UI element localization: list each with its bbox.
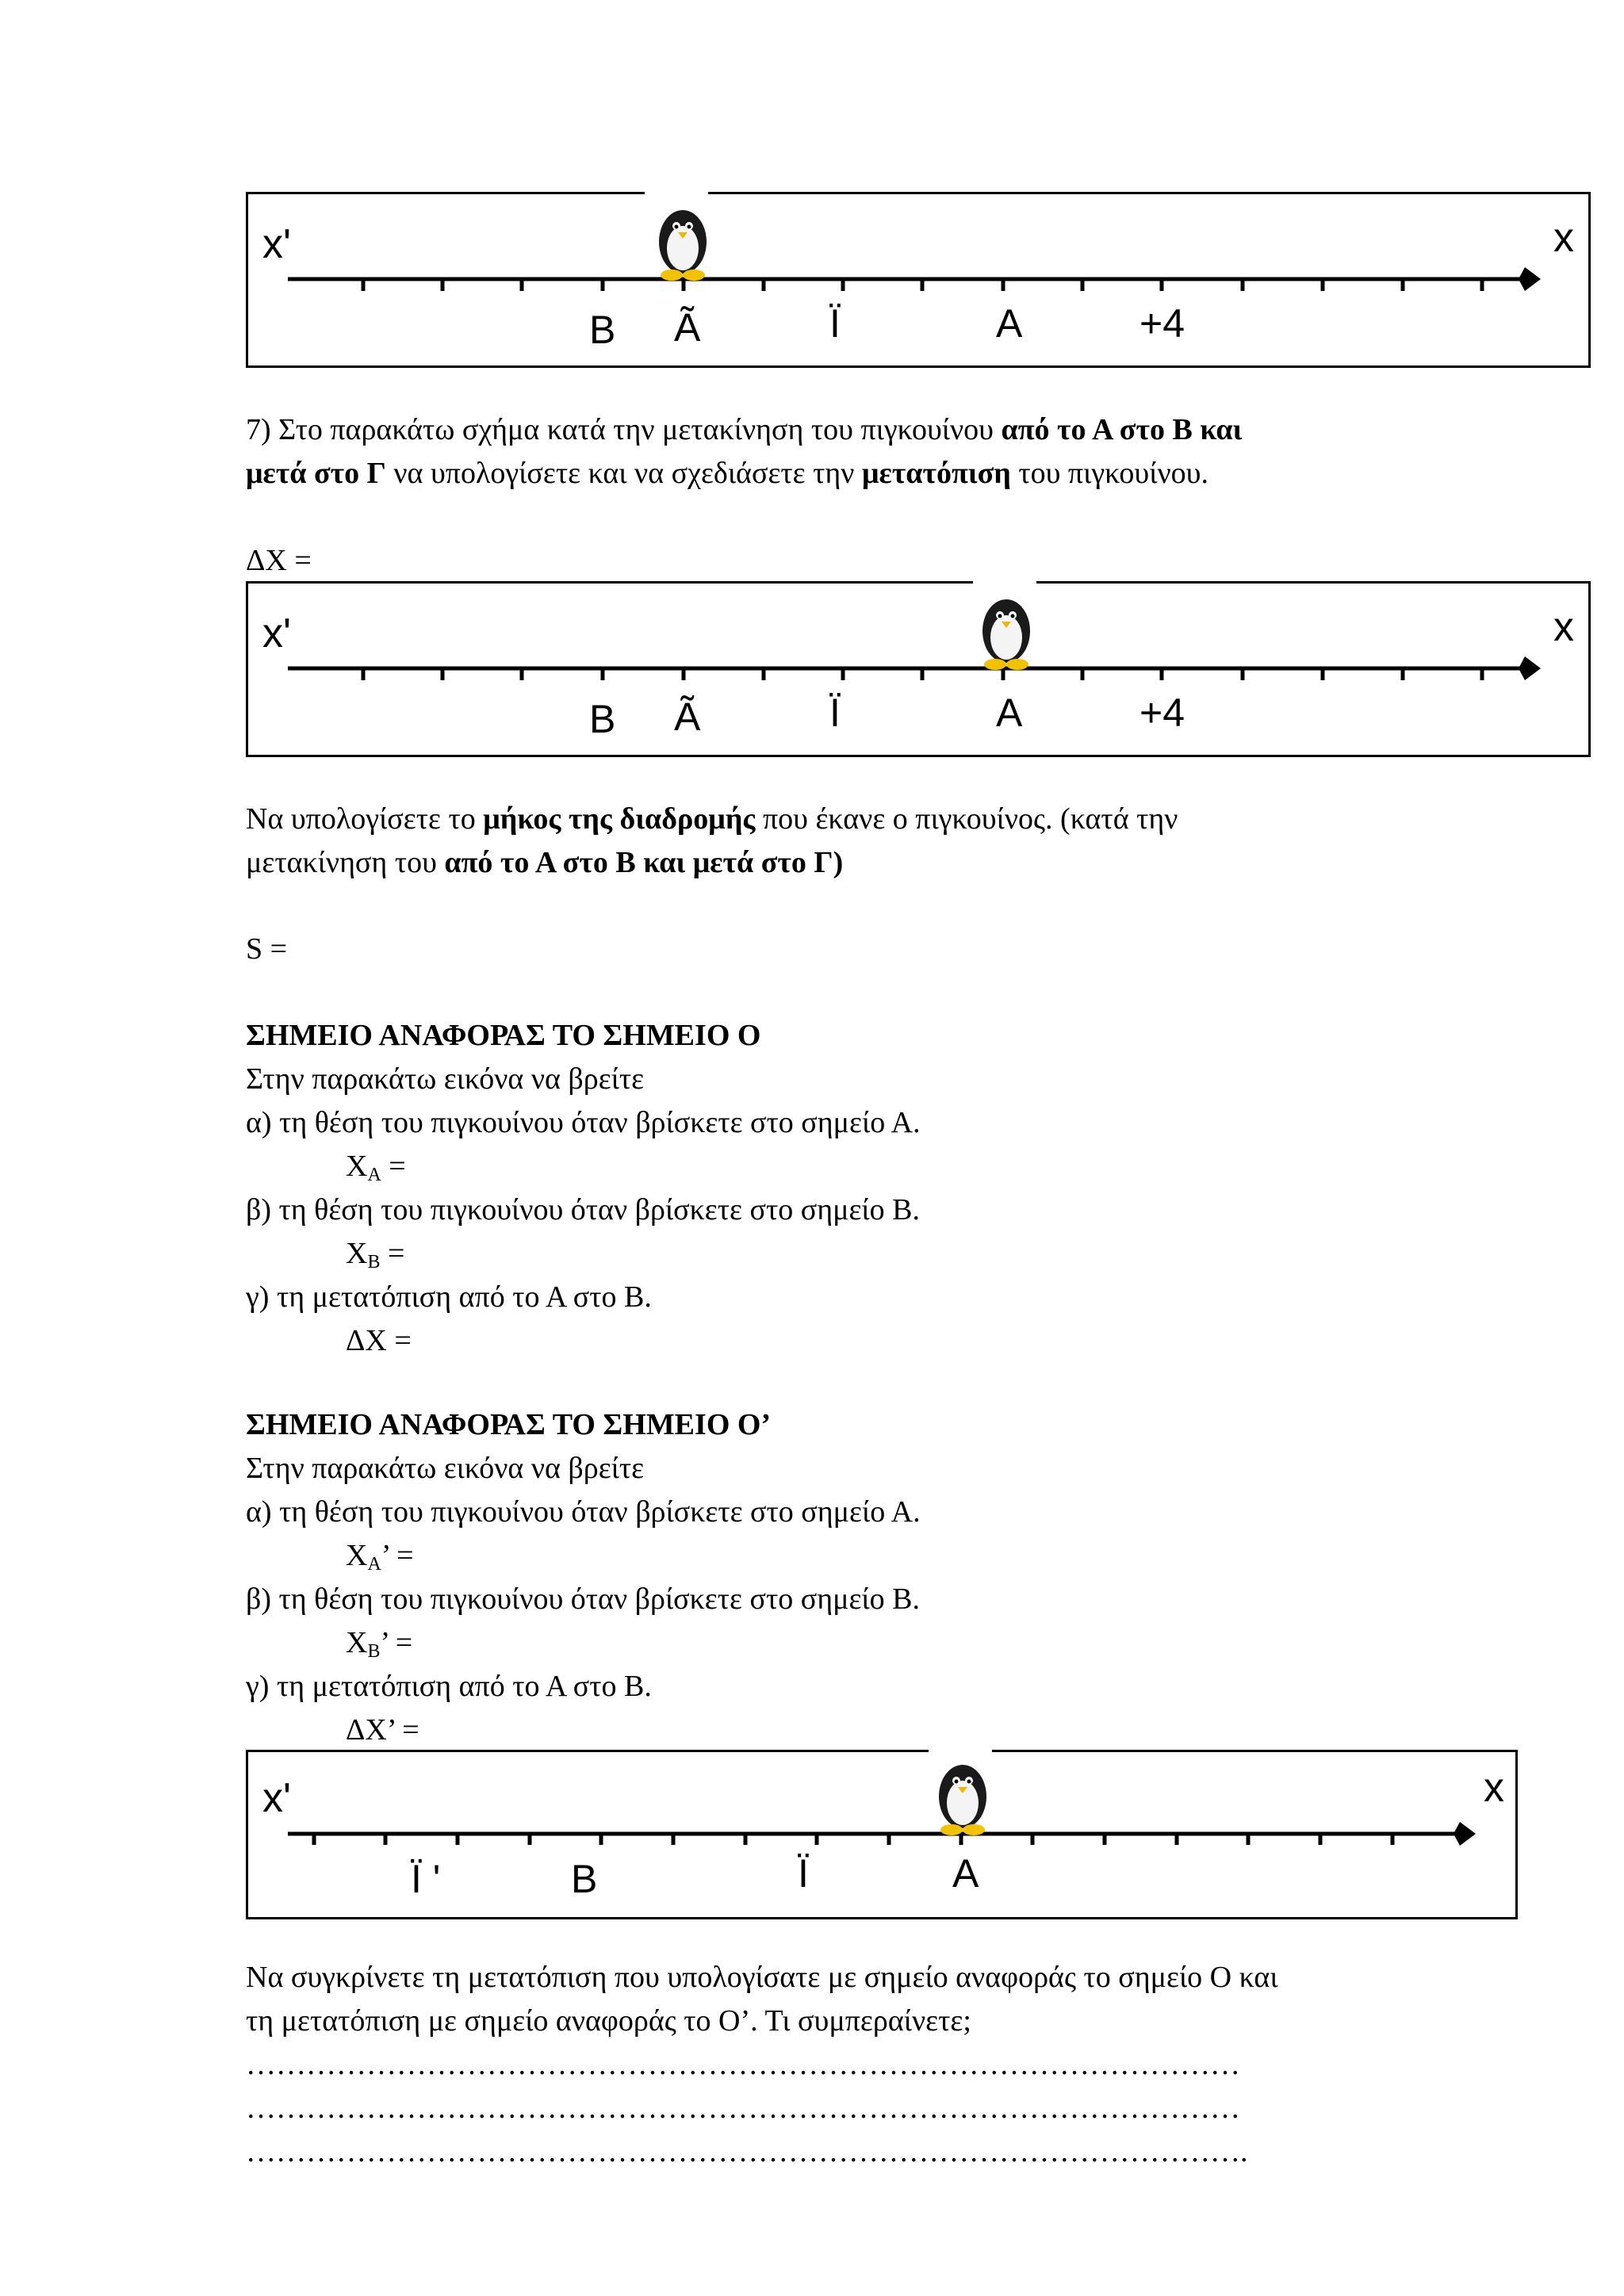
arrow-head-icon	[1454, 1822, 1476, 1846]
ref-o2-item-a: α) τη θέση του πιγκουίνου όταν βρίσκετε στο σημείο Α.	[246, 1495, 921, 1529]
point-label-c: Ã	[674, 695, 701, 739]
point-label-o: Ï	[798, 1851, 809, 1896]
path-line-2	[246, 844, 843, 882]
ref-o2-heading: ΣΗΜΕΙΟ ΑΝΑΦΟΡΑΣ ΤΟ ΣΗΜΕΙΟ Ο’	[246, 1408, 772, 1441]
q7-bold-3: μετατόπιση	[861, 457, 1011, 490]
ref-o-xa: $X_A$ =	[346, 1150, 406, 1185]
ref-o2-item-c: γ) τη μετατόπιση από το Α στο Β.	[246, 1670, 652, 1703]
number-line-svg	[248, 194, 1593, 370]
arrow-head-icon	[1519, 656, 1541, 680]
answer-dotted-line-3: ……………………………………………………………………………………….	[246, 2135, 1248, 2168]
number-line-figure-1	[246, 192, 1591, 368]
point-label-a: A	[952, 1851, 979, 1896]
ref-o-item-a: α) τη θέση του πιγκουίνου όταν βρίσκετε στο σημείο Α.	[246, 1106, 921, 1139]
penguin-icon	[659, 210, 707, 281]
path-text-2: που έκανε ο πιγκουίνος. (κατά την	[755, 802, 1178, 836]
ref-o-xb: $X_B$ =	[346, 1237, 405, 1272]
ref-o2-intro: Στην παρακάτω εικόνα να βρείτε	[246, 1452, 645, 1485]
q7-bold-2: μετά στο Γ	[246, 457, 386, 490]
number-line-svg	[248, 584, 1593, 760]
point-label-o: Ï	[829, 691, 841, 735]
ref-o2-xa: $X_A$’ =	[346, 1539, 414, 1575]
penguin-icon	[939, 1765, 986, 1835]
point-label-o: Ï	[829, 301, 841, 346]
ref-o-intro: Στην παρακάτω εικόνα να βρείτε	[246, 1062, 645, 1096]
q7-text-2: να υπολογίσετε και να σχεδιάσετε την	[385, 457, 862, 490]
answer-dotted-line-2: ………………………………………………………………………………………	[246, 2091, 1240, 2125]
axis-label-left: x'	[262, 221, 291, 267]
point-label-o-prime: Ï '	[411, 1857, 441, 1901]
axis-label-right: x	[1553, 604, 1574, 650]
q7-text-3: του πιγκουίνου.	[1010, 457, 1208, 490]
point-label-a: A	[996, 301, 1023, 346]
point-label-b: B	[589, 697, 616, 741]
axis-label-left: x'	[262, 1775, 291, 1821]
q7-dx: ΔΧ =	[246, 544, 312, 577]
point-label-c: Ã	[674, 305, 701, 350]
ref-o-item-c: γ) τη μετατόπιση από το Α στο Β.	[246, 1280, 652, 1314]
ref-o2-item-b: β) τη θέση του πιγκουίνου όταν βρίσκετε στο σημείο Β.	[246, 1582, 920, 1616]
path-bold-2: από το Α στο Β και μετά στο Γ)	[444, 846, 844, 879]
point-label-b: B	[571, 1857, 598, 1901]
q7-text-1: 7) Στο παρακάτω σχήμα κατά την μετακίνηση του πιγκουίνου	[246, 413, 1002, 446]
penguin-icon	[982, 599, 1030, 670]
number-line-svg	[248, 1752, 1520, 1922]
axis-label-right: x	[1484, 1765, 1504, 1811]
number-line-figure-2	[246, 581, 1591, 757]
axis-label-left: x'	[262, 610, 291, 656]
border-gap	[929, 1747, 992, 1758]
compare-line-2: τη μετατόπιση με σημείο αναφοράς το Ο’. Τι συμπεραίνετε;	[246, 2004, 971, 2038]
point-label-plus4: +4	[1139, 691, 1185, 735]
ref-o2-dx: ΔΧ’ =	[346, 1713, 419, 1747]
q7-line-2	[246, 454, 1208, 492]
arrow-head-icon	[1519, 267, 1541, 291]
ref-o-item-b: β) τη θέση του πιγκουίνου όταν βρίσκετε στο σημείο Β.	[246, 1193, 920, 1226]
point-label-a: A	[996, 691, 1023, 735]
number-line-figure-3	[246, 1750, 1518, 1919]
path-text-3: μετακίνηση του	[246, 846, 445, 879]
path-bold-1: μήκος της διαδρομής	[483, 802, 756, 836]
q7-line-1	[246, 411, 1242, 449]
answer-dotted-line-1: ………………………………………………………………………………………	[246, 2048, 1240, 2081]
compare-line-1: Να συγκρίνετε τη μετατόπιση που υπολογίσατε με σημείο αναφοράς το σημείο Ο και	[246, 1961, 1278, 1994]
axis-label-right: x	[1553, 215, 1574, 261]
point-label-plus4: +4	[1139, 301, 1185, 346]
path-s: S =	[246, 932, 288, 966]
q7-bold-1: από το Α στο Β και	[1001, 413, 1243, 446]
path-text-1: Να υπολογίσετε το	[246, 802, 484, 836]
border-gap	[645, 189, 708, 201]
ref-o-heading: ΣΗΜΕΙΟ ΑΝΑΦΟΡΑΣ ΤΟ ΣΗΜΕΙΟ Ο	[246, 1019, 761, 1052]
point-label-b: B	[589, 308, 616, 352]
ref-o-dx: ΔΧ =	[346, 1324, 412, 1357]
border-gap	[973, 579, 1036, 590]
ref-o2-xb: $X_B$’ =	[346, 1626, 413, 1662]
path-line-1	[246, 800, 1178, 838]
